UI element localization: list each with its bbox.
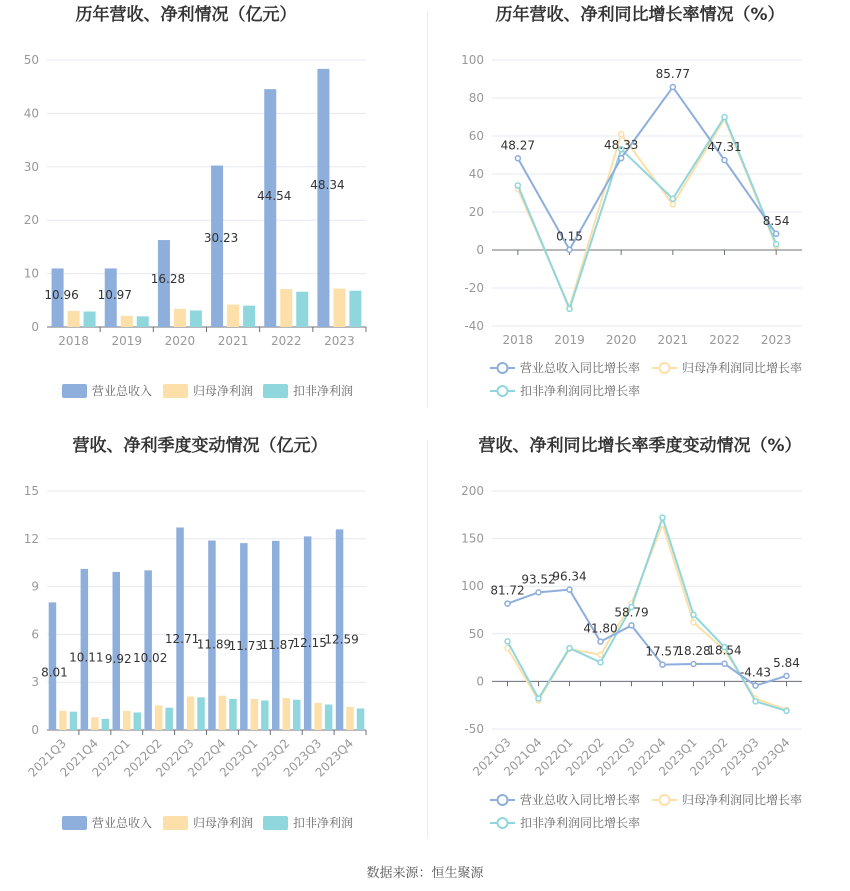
legend-swatch-marker — [498, 363, 508, 373]
y-tick-label: 40 — [468, 167, 484, 181]
series-point — [660, 515, 665, 520]
x-tick-label: 2023Q1 — [656, 735, 700, 779]
legend-label: 扣非净利润 — [293, 816, 354, 830]
annual-growth-rate-chart — [425, 0, 850, 430]
chart-title: 历年营收、净利情况（亿元） — [75, 5, 297, 25]
series-point — [691, 620, 696, 625]
x-tick-label: 2020 — [164, 334, 196, 348]
bar-revenue — [211, 166, 223, 327]
bar-net-profit — [333, 289, 345, 327]
series-point — [753, 683, 758, 688]
bar-deducted-profit — [229, 699, 237, 730]
x-tick-label: 2021 — [217, 334, 249, 348]
legend-swatch — [62, 816, 87, 830]
series-point — [774, 231, 779, 236]
legend-label: 营业总收入 — [92, 384, 153, 398]
x-tick-label: 2021Q4 — [57, 736, 101, 780]
bar-deducted-profit — [134, 712, 142, 730]
legend-label: 扣非净利润同比增长率 — [520, 816, 641, 830]
y-tick-label: 50 — [23, 53, 39, 67]
y-tick-label: 200 — [461, 484, 484, 498]
point-data-label: 58.79 — [614, 605, 649, 620]
bar-revenue — [264, 89, 276, 327]
series-point — [598, 652, 603, 657]
annual-revenue-profit-chart — [0, 0, 425, 430]
legend-label: 扣非净利润 — [293, 384, 354, 398]
series-point — [753, 699, 758, 704]
quarterly-revenue-profit-chart — [0, 430, 425, 860]
series-point — [670, 202, 675, 207]
point-data-label: 5.84 — [773, 655, 800, 670]
x-tick-label: 2022Q2 — [121, 736, 165, 780]
legend-label: 归母净利润 — [193, 384, 254, 398]
y-tick-label: 60 — [468, 129, 484, 143]
series-point — [784, 708, 789, 713]
x-tick-label: 2023Q3 — [280, 736, 325, 780]
y-tick-label: 80 — [468, 91, 484, 105]
legend-swatch-marker — [498, 818, 508, 828]
x-tick-label: 2021Q4 — [501, 735, 545, 779]
point-data-label: 93.52 — [521, 572, 556, 587]
bar-net-profit — [68, 311, 80, 327]
bar-data-label: 12.59 — [324, 632, 359, 647]
y-tick-label: 12 — [23, 531, 39, 546]
x-tick-label: 2021 — [657, 333, 689, 347]
bar-deducted-profit — [296, 292, 308, 327]
series-point — [774, 242, 779, 247]
series-point — [536, 696, 541, 701]
chart-title: 营收、净利同比增长率季度变动情况（%） — [478, 436, 802, 456]
data-source-footer: 数据来源：恒生聚源 — [366, 866, 484, 881]
bar-net-profit — [280, 289, 292, 327]
annual-revenue-profit-svg — [0, 0, 425, 430]
bar-net-profit — [283, 698, 291, 730]
bar-deducted-profit — [70, 712, 78, 730]
bar-data-label: 10.11 — [69, 650, 104, 665]
series-point — [619, 132, 624, 137]
series-point — [567, 587, 572, 592]
x-tick-label: 2023Q4 — [312, 736, 357, 780]
legend-label: 营业总收入同比增长率 — [520, 793, 641, 807]
point-data-label: 48.27 — [500, 138, 536, 153]
series-point — [691, 612, 696, 617]
series-point — [619, 156, 624, 161]
legend-swatch — [163, 384, 188, 398]
legend-label: 归母净利润同比增长率 — [682, 361, 803, 375]
series-point — [567, 306, 572, 311]
bar-net-profit — [346, 707, 354, 730]
bar-revenue — [81, 569, 89, 730]
point-data-label: 18.54 — [707, 643, 742, 658]
bar-net-profit — [121, 316, 133, 327]
y-tick-label: 9 — [31, 579, 39, 594]
y-tick-label: 50 — [468, 626, 484, 641]
x-tick-label: 2022 — [270, 334, 302, 348]
x-tick-label: 2021Q3 — [25, 736, 70, 780]
legend-label: 归母净利润 — [193, 816, 254, 830]
point-data-label: 0.15 — [556, 229, 583, 244]
x-tick-label: 2023Q4 — [749, 735, 793, 779]
legend-swatch-marker — [498, 386, 508, 396]
bar-deducted-profit — [137, 316, 149, 327]
series-point — [567, 247, 572, 252]
y-tick-label: 30 — [23, 159, 39, 174]
series-point — [567, 646, 572, 651]
point-data-label: 48.33 — [603, 138, 639, 153]
bar-deducted-profit — [197, 697, 205, 730]
bar-data-label: 10.02 — [132, 651, 168, 666]
series-point — [670, 85, 675, 90]
point-data-label: 96.34 — [552, 569, 587, 584]
bar-net-profit — [314, 703, 322, 730]
bar-net-profit — [174, 309, 186, 327]
bar-deducted-profit — [357, 708, 365, 730]
x-tick-label: 2022Q1 — [89, 736, 133, 780]
bar-net-profit — [91, 717, 99, 730]
y-tick-label: 10 — [23, 266, 39, 281]
bar-deducted-profit — [165, 708, 173, 730]
bar-revenue — [304, 536, 312, 730]
legend-label: 归母净利润同比增长率 — [682, 793, 803, 807]
point-data-label: 18.28 — [676, 643, 711, 658]
bar-net-profit — [123, 711, 131, 730]
x-tick-label: 2023Q1 — [216, 736, 261, 780]
bar-deducted-profit — [243, 306, 255, 327]
x-tick-label: 2019 — [554, 333, 585, 347]
x-tick-label: 2019 — [111, 334, 143, 348]
series-point — [536, 590, 541, 595]
series-point — [660, 662, 665, 667]
series-point — [691, 661, 696, 666]
bar-net-profit — [227, 305, 239, 327]
y-tick-label: 0 — [31, 320, 39, 334]
series-point — [515, 156, 520, 161]
y-tick-label: 40 — [23, 106, 39, 121]
chart-title: 营收、净利季度变动情况（亿元） — [72, 436, 328, 456]
bar-revenue — [240, 543, 248, 730]
series-point — [722, 115, 727, 120]
bar-deducted-profit — [102, 719, 110, 730]
legend-swatch — [263, 384, 288, 398]
series-point — [515, 183, 520, 188]
x-tick-label: 2020 — [605, 333, 637, 347]
bar-data-label: 48.34 — [310, 178, 345, 193]
legend-label: 营业总收入同比增长率 — [520, 361, 641, 375]
y-tick-label: 3 — [31, 675, 39, 690]
x-tick-label: 2022Q4 — [184, 736, 229, 780]
series-point — [784, 673, 789, 678]
y-tick-label: 20 — [23, 213, 39, 228]
legend-label: 扣非净利润同比增长率 — [520, 384, 641, 398]
bar-data-label: 16.28 — [150, 272, 186, 287]
bar-data-label: 11.89 — [196, 637, 232, 652]
y-tick-label: 0 — [476, 674, 484, 689]
point-data-label: 8.54 — [762, 213, 790, 228]
quarterly-growth-rate-chart — [425, 430, 850, 860]
series-point — [505, 601, 510, 606]
x-tick-label: 2023 — [324, 334, 355, 348]
bar-data-label: 11.73 — [228, 638, 264, 653]
bar-deducted-profit — [261, 701, 269, 730]
bar-data-label: 8.01 — [41, 665, 68, 680]
chart-title: 历年营收、净利同比增长率情况（%） — [495, 5, 785, 25]
legend-swatch-marker — [660, 363, 670, 373]
x-tick-label: 2022Q1 — [532, 735, 576, 779]
x-tick-label: 2023Q2 — [248, 736, 293, 780]
legend-swatch — [62, 384, 87, 398]
y-tick-label: 6 — [31, 627, 39, 642]
x-tick-label: 2018 — [58, 334, 89, 348]
bar-data-label: 10.96 — [44, 287, 79, 302]
y-tick-label: 0 — [476, 243, 484, 257]
x-tick-label: 2023Q3 — [718, 735, 762, 779]
bar-data-label: 12.15 — [292, 635, 327, 650]
bar-deducted-profit — [349, 291, 361, 327]
legend-swatch — [163, 816, 188, 830]
bar-revenue — [176, 527, 184, 730]
series-point — [670, 196, 675, 201]
bar-revenue — [208, 541, 216, 730]
bar-data-label: 10.97 — [97, 287, 132, 302]
bar-data-label: 12.71 — [164, 631, 200, 646]
x-tick-label: 2022Q2 — [563, 735, 607, 779]
x-tick-label: 2022Q4 — [625, 735, 669, 779]
y-tick-label: 15 — [23, 484, 39, 498]
bar-net-profit — [59, 711, 66, 730]
y-tick-label: 150 — [461, 531, 484, 546]
bar-net-profit — [155, 705, 163, 730]
bar-deducted-profit — [325, 705, 333, 730]
legend-label: 营业总收入 — [92, 816, 153, 830]
series-point — [722, 158, 727, 163]
point-data-label: 47.31 — [707, 140, 742, 155]
point-data-label: 85.77 — [655, 67, 691, 82]
x-tick-label: 2018 — [502, 333, 534, 347]
y-tick-label: 0 — [31, 723, 39, 737]
x-tick-label: 2022Q3 — [594, 735, 638, 779]
x-tick-label: 2021Q3 — [470, 735, 514, 779]
bar-deducted-profit — [84, 312, 96, 327]
annual-growth-rate-svg — [425, 0, 850, 430]
bar-revenue — [336, 529, 344, 730]
point-data-label: -4.43 — [739, 665, 772, 680]
quarterly-revenue-profit-svg — [0, 430, 425, 860]
legend-swatch-marker — [498, 795, 508, 805]
y-tick-label: 100 — [461, 53, 484, 67]
quarterly-growth-rate-svg — [425, 430, 850, 860]
bar-revenue — [272, 541, 280, 730]
x-tick-label: 2023 — [760, 333, 792, 347]
point-data-label: 41.80 — [583, 621, 618, 636]
bar-deducted-profit — [190, 310, 202, 327]
y-tick-label: -50 — [464, 722, 484, 736]
bar-data-label: 11.87 — [260, 637, 295, 652]
series-point — [505, 639, 510, 644]
bar-deducted-profit — [293, 700, 301, 730]
y-tick-label: -20 — [464, 281, 484, 295]
y-tick-label: 20 — [468, 205, 484, 219]
x-tick-label: 2023Q2 — [687, 735, 731, 779]
bar-net-profit — [219, 696, 227, 730]
series-point — [629, 623, 634, 628]
bar-data-label: 9.92 — [104, 651, 132, 666]
bar-net-profit — [187, 697, 195, 730]
series-point — [722, 661, 727, 666]
point-data-label: 17.57 — [645, 644, 680, 659]
series-point — [598, 660, 603, 665]
bar-data-label: 44.54 — [257, 189, 292, 204]
bar-net-profit — [251, 699, 259, 730]
y-tick-label: -40 — [464, 319, 484, 333]
legend-swatch-marker — [660, 795, 670, 805]
legend-swatch — [263, 816, 288, 830]
bar-revenue — [317, 69, 329, 327]
point-data-label: 81.72 — [490, 583, 525, 598]
x-tick-label: 2022Q3 — [153, 736, 197, 780]
x-tick-label: 2022 — [709, 333, 740, 347]
series-point — [598, 639, 603, 644]
y-tick-label: 100 — [461, 579, 484, 594]
bar-data-label: 30.23 — [203, 231, 239, 246]
